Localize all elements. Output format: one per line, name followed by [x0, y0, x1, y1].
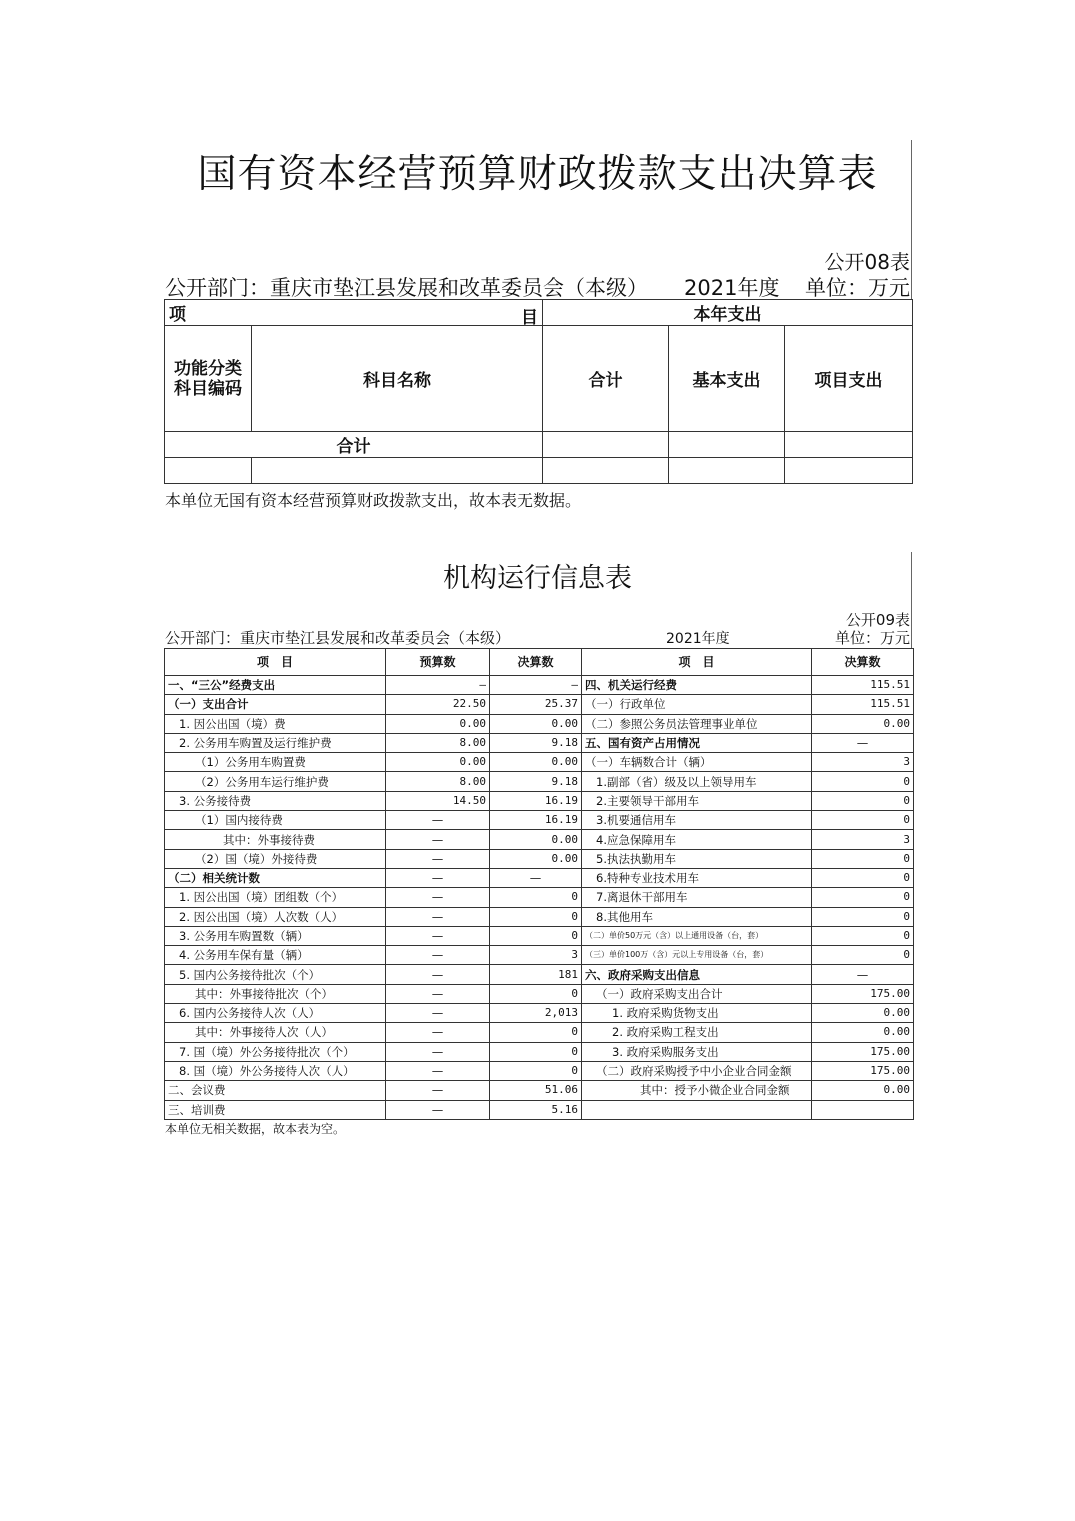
- row-final: 2,013: [490, 1004, 582, 1023]
- row-final-right: 0: [812, 888, 914, 907]
- row-item-left: （一）支出合计: [165, 695, 386, 714]
- row-item-left: （1）公务用车购置费: [165, 753, 386, 772]
- row-budget: —: [386, 676, 490, 695]
- row-item-right: 1.副部（省）级及以上领导用车: [582, 772, 812, 791]
- table-row: [165, 772, 914, 791]
- row-item-left: （2）国（境）外接待费: [165, 849, 386, 868]
- t1-total-cell: [543, 432, 669, 458]
- row-final-right: 0.00: [812, 1081, 914, 1100]
- t2-unit: 单位：万元: [834, 629, 910, 647]
- table-row: [165, 714, 914, 733]
- row-final: 9.18: [490, 772, 582, 791]
- row-final: 0.00: [490, 830, 582, 849]
- row-budget: 14.50: [386, 791, 490, 810]
- row-final: 181: [490, 965, 582, 984]
- row-final-right: 0.00: [812, 1004, 914, 1023]
- row-item-right: （一）车辆数合计（辆）: [582, 753, 812, 772]
- t1-total-label: 合计: [165, 432, 543, 458]
- t2-note: 本单位无相关数据，故本表为空。: [165, 1122, 346, 1136]
- row-final-right: 0: [812, 791, 914, 810]
- row-budget: 0.00: [386, 753, 490, 772]
- row-final: 0: [490, 1042, 582, 1061]
- row-final: 0: [490, 1061, 582, 1080]
- t1-header-current-year: 本年支出: [543, 300, 913, 326]
- t1-empty-cell: [165, 458, 252, 484]
- row-item-left: 4. 公务用车保有量（辆）: [165, 946, 386, 965]
- table-row: [165, 907, 914, 926]
- table-row: [165, 791, 914, 810]
- table-row: [165, 926, 914, 945]
- t1-unit: 单位：万元: [805, 276, 910, 300]
- row-final: 3: [490, 946, 582, 965]
- table-row: [165, 1100, 914, 1119]
- table-row: [165, 1061, 914, 1080]
- t1-empty-cell: [785, 458, 913, 484]
- t1-header-project: 项目支出: [785, 326, 913, 432]
- row-final-right: 0: [812, 946, 914, 965]
- t1-department: 公开部门：重庆市垫江县发展和改革委员会（本级）: [165, 276, 648, 300]
- row-budget: —: [386, 1100, 490, 1119]
- table-row: [165, 868, 914, 887]
- row-final-right: 175.00: [812, 1061, 914, 1080]
- row-budget: —: [386, 965, 490, 984]
- table-row: [165, 695, 914, 714]
- t1-total-cell: [785, 432, 913, 458]
- row-final-right: 0: [812, 926, 914, 945]
- table-row: [165, 733, 914, 752]
- row-item-left: 6. 国内公务接待人次（人）: [165, 1004, 386, 1023]
- row-final-right: 175.00: [812, 1042, 914, 1061]
- t1-header-item-right: 目: [521, 308, 538, 328]
- row-item-left: 5. 国内公务接待批次（个）: [165, 965, 386, 984]
- row-item-left: 1. 因公出国（境）费: [165, 714, 386, 733]
- t2-table-code: 公开09表: [845, 611, 910, 629]
- table-row: [165, 984, 914, 1003]
- table-row: [165, 1023, 914, 1042]
- row-item-left: 1. 因公出国（境）团组数（个）: [165, 888, 386, 907]
- t1-empty-cell: [543, 458, 669, 484]
- row-final: 0: [490, 907, 582, 926]
- row-budget: —: [386, 1004, 490, 1023]
- row-item-right: 2.主要领导干部用车: [582, 791, 812, 810]
- row-budget: —: [386, 888, 490, 907]
- table-row: [165, 830, 914, 849]
- row-item-right: （二）政府采购授予中小企业合同金额: [582, 1061, 812, 1080]
- row-final-right: —: [812, 965, 914, 984]
- row-budget: —: [386, 1061, 490, 1080]
- t1-empty-cell: [252, 458, 543, 484]
- row-final-right: 0: [812, 772, 914, 791]
- row-budget: —: [386, 849, 490, 868]
- row-budget: 8.00: [386, 772, 490, 791]
- t1-title: 国有资本经营预算财政拨款支出决算表: [197, 152, 878, 197]
- t2-header-item-left: 项 目: [165, 649, 386, 676]
- row-final-right: —: [812, 733, 914, 752]
- row-final: 0.00: [490, 714, 582, 733]
- row-final: —: [490, 868, 582, 887]
- t1-year: 2021年度: [684, 276, 780, 300]
- row-budget: —: [386, 926, 490, 945]
- row-item-left: 其中：外事接待费: [165, 830, 386, 849]
- row-budget: —: [386, 907, 490, 926]
- row-item-right: [582, 1100, 812, 1119]
- row-final-right: 0: [812, 849, 914, 868]
- t2-header-final-right: 决算数: [812, 649, 914, 676]
- row-item-right: （一）行政单位: [582, 695, 812, 714]
- row-budget: 22.50: [386, 695, 490, 714]
- row-item-left: 2. 公务用车购置及运行维护费: [165, 733, 386, 752]
- row-item-left: 3. 公务接待费: [165, 791, 386, 810]
- row-item-right: 4.应急保障用车: [582, 830, 812, 849]
- table-row: [165, 753, 914, 772]
- row-budget: —: [386, 1081, 490, 1100]
- t2-department: 公开部门：重庆市垫江县发展和改革委员会（本级）: [165, 629, 511, 647]
- row-item-right: 五、国有资产占用情况: [582, 733, 812, 752]
- row-item-left: 二、会议费: [165, 1081, 386, 1100]
- row-final: 0: [490, 926, 582, 945]
- row-final-right: 0: [812, 868, 914, 887]
- table-row: [165, 676, 914, 695]
- row-final-right: 0.00: [812, 1023, 914, 1042]
- row-budget: —: [386, 946, 490, 965]
- row-final: 9.18: [490, 733, 582, 752]
- row-final: 0.00: [490, 849, 582, 868]
- t2-title: 机构运行信息表: [443, 563, 632, 594]
- row-item-right: 六、政府采购支出信息: [582, 965, 812, 984]
- row-item-left: 其中：外事接待人次（人）: [165, 1023, 386, 1042]
- row-item-right: 7.离退休干部用车: [582, 888, 812, 907]
- row-item-left: （1）国内接待费: [165, 811, 386, 830]
- t1-header-item-left: 项: [169, 305, 186, 325]
- row-item-right: 1. 政府采购货物支出: [582, 1004, 812, 1023]
- row-item-right: 5.执法执勤用车: [582, 849, 812, 868]
- table-row: [165, 888, 914, 907]
- row-item-left: 其中：外事接待批次（个）: [165, 984, 386, 1003]
- row-final-right: 0: [812, 907, 914, 926]
- row-item-right: 6.特种专业技术用车: [582, 868, 812, 887]
- row-final: 0: [490, 1023, 582, 1042]
- table-row: [165, 849, 914, 868]
- t1-header-code: 功能分类科目编码: [165, 326, 252, 432]
- row-budget: —: [386, 984, 490, 1003]
- t2-table: [164, 648, 914, 1120]
- t1-header-basic: 基本支出: [669, 326, 785, 432]
- row-budget: —: [386, 811, 490, 830]
- table-row: [165, 811, 914, 830]
- row-final: 16.19: [490, 811, 582, 830]
- row-final: 0.00: [490, 753, 582, 772]
- table-row: [165, 965, 914, 984]
- row-final-right: 0: [812, 811, 914, 830]
- row-item-right: 2. 政府采购工程支出: [582, 1023, 812, 1042]
- row-budget: 8.00: [386, 733, 490, 752]
- row-item-left: 三、培训费: [165, 1100, 386, 1119]
- row-item-right: （三）单价100万（含）元以上专用设备（台，套）: [582, 946, 812, 965]
- row-item-left: 2. 因公出国（境）人次数（人）: [165, 907, 386, 926]
- t1-note: 本单位无国有资本经营预算财政拨款支出，故本表无数据。: [165, 491, 582, 510]
- row-item-left: 3. 公务用车购置数（辆）: [165, 926, 386, 945]
- row-item-left: （2）公务用车运行维护费: [165, 772, 386, 791]
- t1-total-cell: [669, 432, 785, 458]
- row-final: 51.06: [490, 1081, 582, 1100]
- row-item-right: （一）政府采购支出合计: [582, 984, 812, 1003]
- t1-empty-cell: [669, 458, 785, 484]
- row-budget: —: [386, 830, 490, 849]
- t1-header-total: 合计: [543, 326, 669, 432]
- row-final-right: [812, 1100, 914, 1119]
- row-final-right: 3: [812, 753, 914, 772]
- row-final: 25.37: [490, 695, 582, 714]
- row-final-right: 175.00: [812, 984, 914, 1003]
- t1-table: [164, 299, 913, 484]
- table-row: [165, 1081, 914, 1100]
- t2-year: 2021年度: [666, 631, 730, 647]
- row-item-right: 3. 政府采购服务支出: [582, 1042, 812, 1061]
- row-item-left: 8. 国（境）外公务接待人次（人）: [165, 1061, 386, 1080]
- row-final-right: 115.51: [812, 695, 914, 714]
- row-item-right: （二）单价50万元（含）以上通用设备（台，套）: [582, 926, 812, 945]
- t1-header-item: [165, 300, 543, 326]
- table-row: [165, 1042, 914, 1061]
- t2-header-final: 决算数: [490, 649, 582, 676]
- row-final-right: 3: [812, 830, 914, 849]
- row-final: 5.16: [490, 1100, 582, 1119]
- row-item-left: 7. 国（境）外公务接待批次（个）: [165, 1042, 386, 1061]
- row-item-right: 四、机关运行经费: [582, 676, 812, 695]
- row-item-left: 一、“三公”经费支出: [165, 676, 386, 695]
- t2-header-item-right: 项 目: [582, 649, 812, 676]
- row-budget: —: [386, 868, 490, 887]
- row-item-right: 其中：授予小微企业合同金额: [582, 1081, 812, 1100]
- row-final-right: 115.51: [812, 676, 914, 695]
- row-final: 16.19: [490, 791, 582, 810]
- row-final: 0: [490, 888, 582, 907]
- row-budget: —: [386, 1023, 490, 1042]
- row-item-left: （二）相关统计数: [165, 868, 386, 887]
- row-final-right: 0.00: [812, 714, 914, 733]
- table-row: [165, 1004, 914, 1023]
- row-item-right: 3.机要通信用车: [582, 811, 812, 830]
- row-item-right: （二）参照公务员法管理事业单位: [582, 714, 812, 733]
- t2-header-budget: 预算数: [386, 649, 490, 676]
- row-budget: 0.00: [386, 714, 490, 733]
- t1-table-code: 公开08表: [824, 250, 910, 274]
- row-budget: —: [386, 1042, 490, 1061]
- row-final: 0: [490, 984, 582, 1003]
- row-final: —: [490, 676, 582, 695]
- t1-header-name: 科目名称: [252, 326, 543, 432]
- row-item-right: 8.其他用车: [582, 907, 812, 926]
- table-row: [165, 946, 914, 965]
